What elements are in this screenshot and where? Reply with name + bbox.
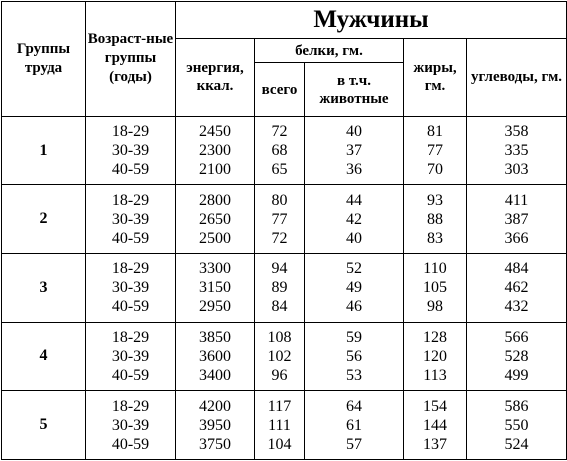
cell-value: 3150 [199,279,231,297]
cell-value: 566 [504,328,529,346]
cell-value: 80 [271,191,288,209]
fats-header: жиры, гм. [404,38,467,116]
work-group-cell: 5 [2,391,86,460]
cell-value: 104 [267,435,292,453]
carbs-cell [467,116,567,185]
cell-value: 83 [427,229,443,247]
cell-value: 40 [346,123,362,141]
proteins-total-cell [255,391,305,460]
energy-cell [176,254,255,323]
cell-value: 3600 [199,347,231,365]
cell-value: 89 [271,279,288,297]
cell-value: 2950 [199,298,231,316]
cell-value: 117 [267,397,292,415]
cell-value: 72 [271,123,288,141]
energy-cell [176,116,255,185]
cell-value: 432 [504,298,529,316]
work-group-cell: 4 [2,322,86,391]
cell-value: 102 [267,347,292,365]
cell-value: 40-59 [111,366,150,384]
cell-value: 2100 [199,161,231,179]
cell-value: 30-39 [111,279,150,297]
cell-value: 18-29 [111,328,150,346]
cell-value: 72 [271,229,288,247]
cell-value: 53 [346,366,362,384]
fats-cell [404,116,467,185]
cell-value: 18-29 [111,123,150,141]
work-group-header: Группы труда [2,2,86,117]
cell-value: 40-59 [111,298,150,316]
cell-value: 49 [346,279,362,297]
cell-value: 586 [504,397,529,415]
cell-value: 335 [504,142,529,160]
cell-value: 77 [271,210,288,228]
cell-value: 68 [271,142,288,160]
proteins-animal-cell [305,322,404,391]
age-cell [86,116,176,185]
cell-value: 105 [423,279,447,297]
table-row [2,116,567,185]
cell-value: 111 [268,416,291,434]
age-cell [86,391,176,460]
table-row [2,391,567,460]
cell-value: 30-39 [111,210,150,228]
cell-value: 57 [346,435,362,453]
cell-value: 2450 [199,123,231,141]
cell-value: 36 [346,161,362,179]
cell-value: 366 [504,229,529,247]
cell-value: 113 [423,366,447,384]
cell-value: 144 [423,416,447,434]
cell-value: 37 [346,142,362,160]
proteins-animal-cell [305,254,404,323]
cell-value: 59 [346,328,362,346]
table-row [2,185,567,254]
cell-value: 411 [504,191,529,209]
proteins-animal-header: в т.ч. животные [305,63,404,116]
cell-value: 110 [423,260,447,278]
energy-cell [176,322,255,391]
cell-value: 98 [427,298,443,316]
cell-value: 30-39 [111,347,150,365]
energy-header: энергия, ккал. [176,38,255,116]
cell-value: 3950 [199,416,231,434]
cell-value: 40-59 [111,161,150,179]
proteins-animal-cell [305,391,404,460]
cell-value: 40-59 [111,435,150,453]
cell-value: 462 [504,279,529,297]
carbs-cell [467,322,567,391]
cell-value: 18-29 [111,397,150,415]
work-group-cell: 3 [2,254,86,323]
cell-value: 358 [504,123,529,141]
cell-value: 303 [504,161,529,179]
cell-value: 4200 [199,397,231,415]
cell-value: 3850 [199,328,231,346]
cell-value: 52 [346,260,362,278]
cell-value: 64 [346,397,362,415]
cell-value: 30-39 [111,142,150,160]
age-groups-header: Возраст-ные группы (годы) [86,2,176,117]
work-group-cell: 2 [2,185,86,254]
carbs-cell [467,391,567,460]
fats-cell [404,254,467,323]
cell-value: 2800 [199,191,231,209]
cell-value: 44 [346,191,362,209]
cell-value: 65 [271,161,288,179]
cell-value: 96 [271,366,288,384]
cell-value: 56 [346,347,362,365]
age-cell [86,322,176,391]
cell-value: 30-39 [111,416,150,434]
cell-value: 528 [504,347,529,365]
proteins-header: белки, гм. [255,38,404,63]
cell-value: 77 [427,142,443,160]
cell-value: 93 [427,191,443,209]
cell-value: 2300 [199,142,231,160]
fats-cell [404,185,467,254]
cell-value: 154 [423,397,447,415]
energy-cell [176,185,255,254]
cell-value: 484 [504,260,529,278]
cell-value: 70 [427,161,443,179]
header-row-1 [2,2,567,39]
cell-value: 2500 [199,229,231,247]
fats-cell [404,391,467,460]
table-row [2,322,567,391]
cell-value: 550 [504,416,529,434]
age-cell [86,185,176,254]
carbs-cell [467,185,567,254]
cell-value: 128 [423,328,447,346]
cell-value: 3300 [199,260,231,278]
proteins-total-cell [255,322,305,391]
cell-value: 108 [267,328,292,346]
cell-value: 18-29 [111,191,150,209]
cell-value: 137 [423,435,447,453]
cell-value: 3400 [199,366,231,384]
cell-value: 524 [504,435,529,453]
age-cell [86,254,176,323]
cell-value: 94 [271,260,288,278]
cell-value: 81 [427,123,443,141]
proteins-animal-cell [305,116,404,185]
cell-value: 387 [504,210,529,228]
proteins-animal-cell [305,185,404,254]
fats-cell [404,322,467,391]
cell-value: 40-59 [111,229,150,247]
energy-cell [176,391,255,460]
cell-value: 88 [427,210,443,228]
cell-value: 3750 [199,435,231,453]
proteins-total-cell [255,116,305,185]
work-group-cell: 1 [2,116,86,185]
cell-value: 2650 [199,210,231,228]
nutrition-norms-table [1,1,567,460]
table-title: Мужчины [176,2,567,39]
cell-value: 120 [423,347,447,365]
cell-value: 61 [346,416,362,434]
cell-value: 499 [504,366,529,384]
cell-value: 40 [346,229,362,247]
carbs-cell [467,254,567,323]
cell-value: 18-29 [111,260,150,278]
cell-value: 46 [346,298,362,316]
carbs-header: углеводы, гм. [467,38,567,116]
cell-value: 42 [346,210,362,228]
cell-value: 84 [271,298,288,316]
proteins-total-header: всего [255,63,305,116]
proteins-total-cell [255,254,305,323]
table-row [2,254,567,323]
proteins-total-cell [255,185,305,254]
